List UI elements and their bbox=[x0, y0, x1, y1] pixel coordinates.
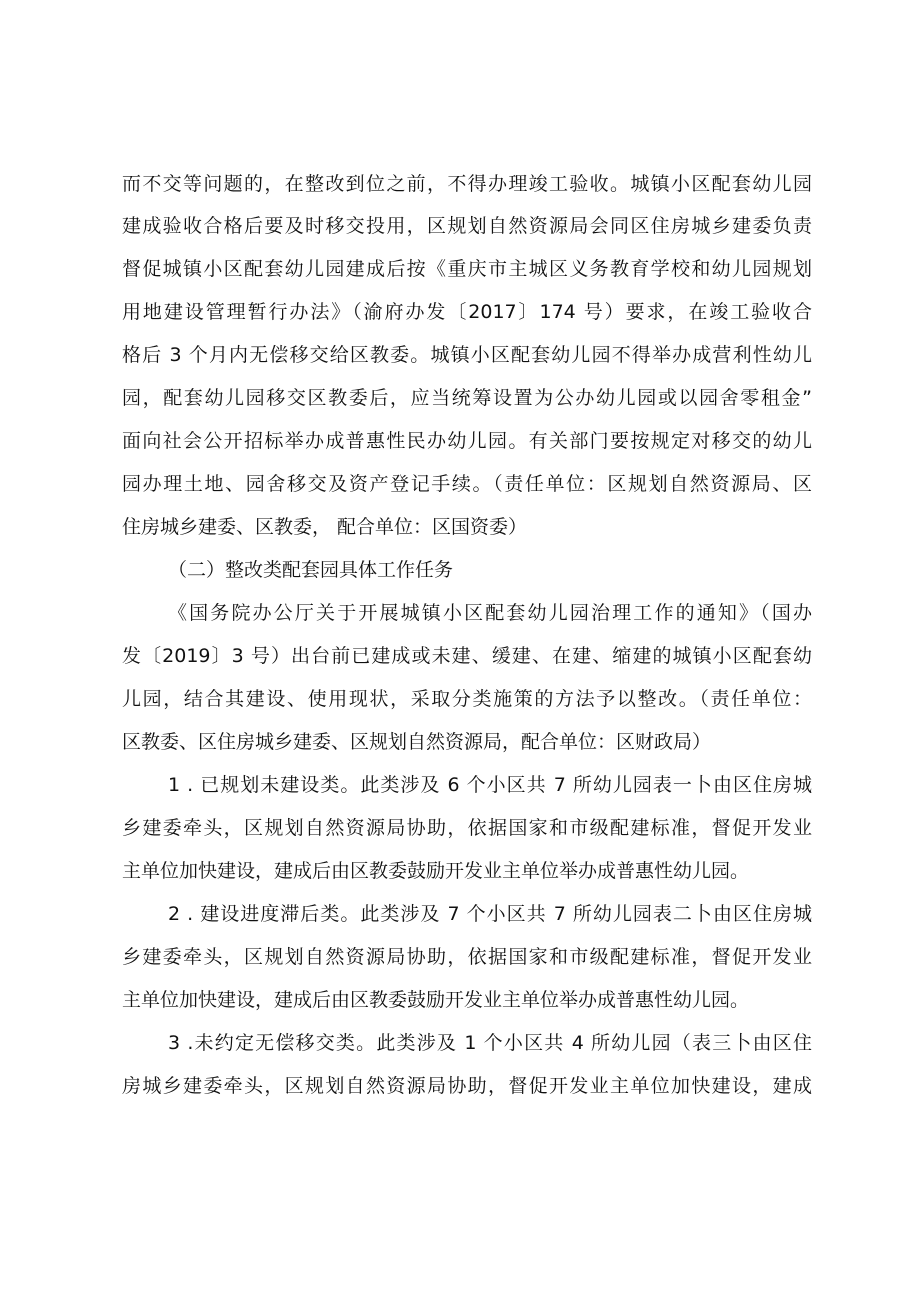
paragraph-line: 园，配套幼儿园移交区教委后，应当统筹设置为公办幼儿园或以园舍零租金” bbox=[122, 387, 812, 409]
paragraph-line: 园办理土地、园舍移交及资产登记手续。（责任单位：区规划自然资源局、区 bbox=[122, 473, 812, 495]
list-item-line: 主单位加快建设，建成后由区教委鼓励开发业主单位举办成普惠性幼儿园。 bbox=[122, 989, 750, 1011]
paragraph-line: 儿园，结合其建设、使用现状，采取分类施策的方法予以整改。（责任单位： bbox=[122, 688, 812, 710]
paragraph-line: 区教委、区住房城乡建委、区规划自然资源局，配合单位：区财政局） bbox=[122, 731, 712, 753]
paragraph-line: 而不交等问题的，在整改到位之前，不得办理竣工验收。城镇小区配套幼儿园 bbox=[122, 173, 812, 195]
paragraph-line: 格后 3 个月内无偿移交给区教委。城镇小区配套幼儿园不得举办成营利性幼儿 bbox=[122, 344, 812, 366]
list-item-line: 2 . 建设进度滞后类。此类涉及 7 个小区共 7 所幼儿园表二卜由区住房城 bbox=[168, 903, 812, 925]
paragraph-line: 《国务院办公厅关于开展城镇小区配套幼儿园治理工作的通知》（国办 bbox=[168, 602, 812, 624]
paragraph-line: 面向社会公开招标举办成普惠性民办幼儿园。有关部门要按规定对移交的幼儿 bbox=[122, 430, 812, 452]
list-item-line: 1 . 已规划未建设类。此类涉及 6 个小区共 7 所幼儿园表一卜由区住房城 bbox=[168, 774, 812, 796]
list-item-line: 房城乡建委牵头，区规划自然资源局协助，督促开发业主单位加快建设，建成 bbox=[122, 1075, 812, 1097]
paragraph-line: 督促城镇小区配套幼儿园建成后按《重庆市主城区义务教育学校和幼儿园规划 bbox=[122, 258, 812, 280]
section-heading: （二）整改类配套园具体工作任务 bbox=[168, 559, 454, 581]
paragraph-line: 发〔2019〕3 号）出台前已建成或未建、缓建、在建、缩建的城镇小区配套幼 bbox=[122, 645, 812, 667]
list-item-line: 主单位加快建设，建成后由区教委鼓励开发业主单位举办成普惠性幼儿园。 bbox=[122, 860, 750, 882]
paragraph-line: 住房城乡建委、区教委， 配合单位：区国资委） bbox=[122, 516, 528, 538]
list-item-line: 乡建委牵头，区规划自然资源局协助，依据国家和市级配建标准，督促开发业 bbox=[122, 817, 812, 839]
paragraph-line: 建成验收合格后要及时移交投用，区规划自然资源局会同区住房城乡建委负责 bbox=[122, 215, 812, 237]
list-item-line: 3 .未约定无偿移交类。此类涉及 1 个小区共 4 所幼儿园（表三卜由区住 bbox=[168, 1032, 812, 1054]
list-item-line: 乡建委牵头，区规划自然资源局协助，依据国家和市级配建标准，督促开发业 bbox=[122, 946, 812, 968]
paragraph-line: 用地建设管理暂行办法》（渝府办发〔2017〕174 号）要求，在竣工验收合 bbox=[122, 301, 812, 323]
